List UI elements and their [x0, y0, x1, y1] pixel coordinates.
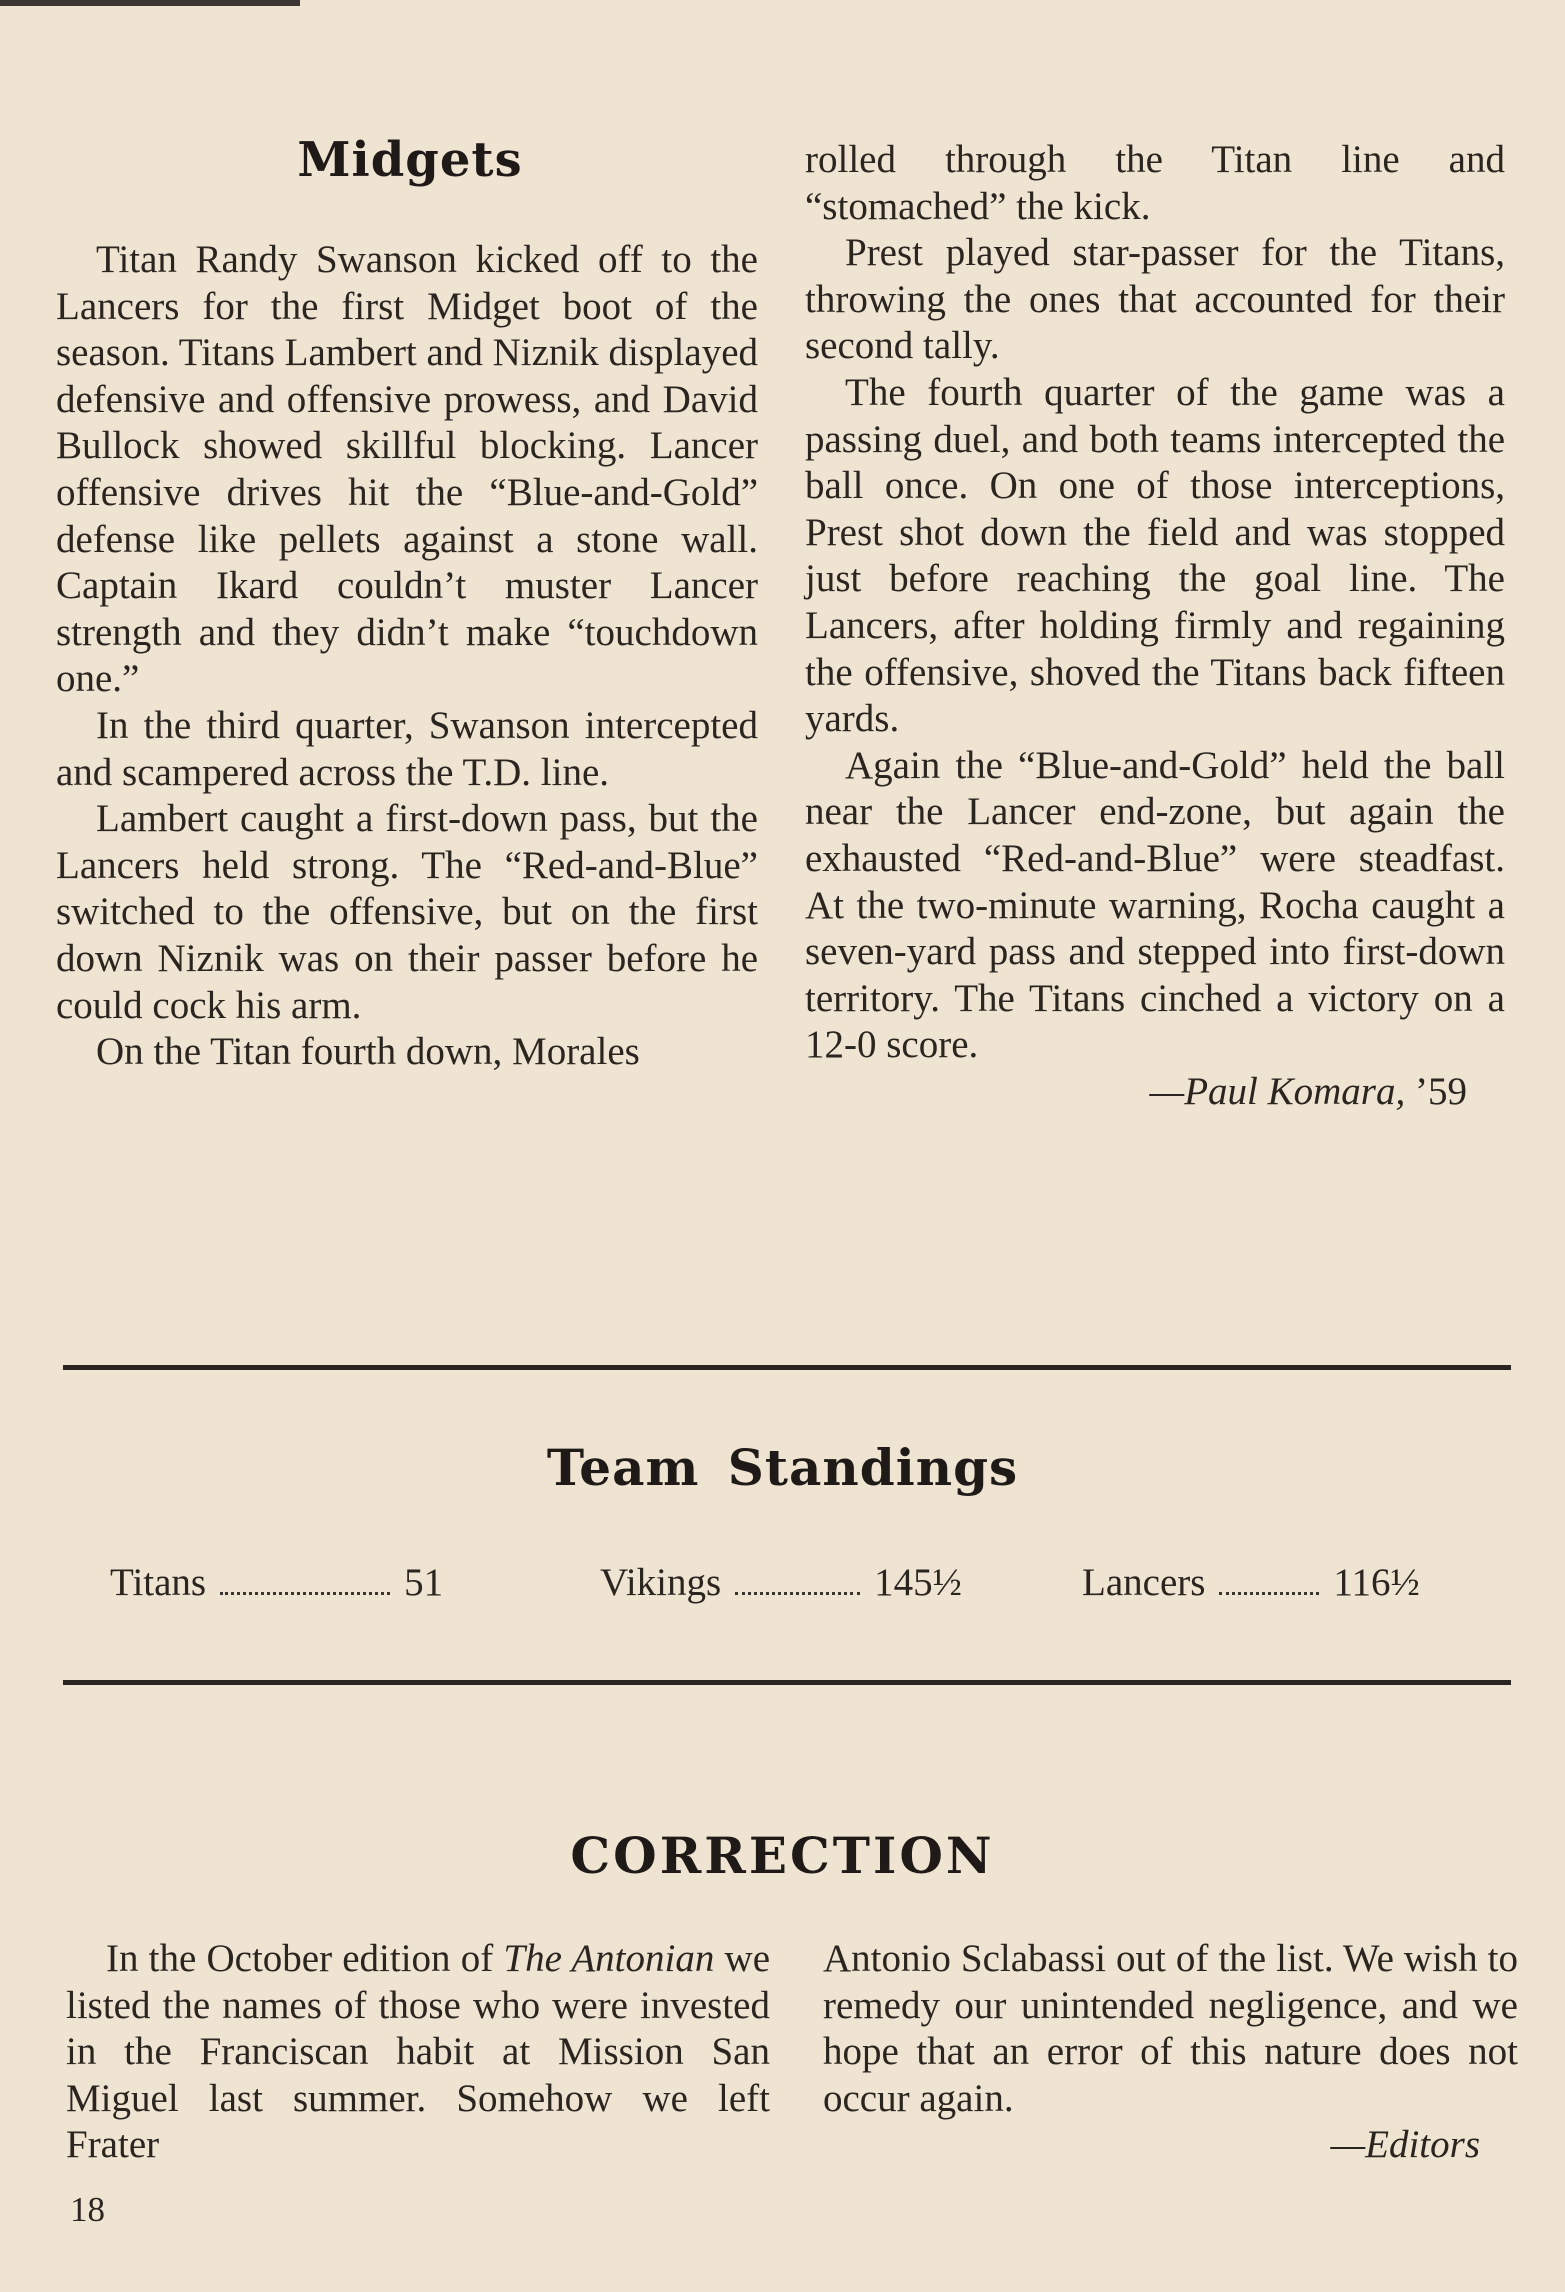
paragraph: In the third quarter, Swanson intercepted and scampered across the T.D. line.	[56, 703, 758, 794]
standings-heading: Team Standings	[546, 1438, 1019, 1497]
standing-lancers	[1082, 1560, 1420, 1605]
dot-leader	[1219, 1584, 1319, 1595]
author-signature	[805, 1069, 1505, 1116]
editors-signature: —Editors	[1330, 2123, 1480, 2167]
paragraph: Again the “Blue-and-Gold” held the ball near the Lancer end-zone, but again the exhausted “Red-and-Blue” were steadfast. At the two-minute warning, Rocha caught a seven-yard pass and stepped into first-down territory. The Titans cinched a victory on a 12-0 score.	[805, 743, 1505, 1067]
top-edge-bar	[0, 0, 300, 6]
paragraph: rolled through the Titan line and “stomached” the kick.	[805, 138, 1505, 228]
midgets-right-column	[805, 137, 1505, 1115]
team-score: 145½	[874, 1561, 962, 1604]
divider-rule	[63, 1365, 1511, 1370]
paragraph: Antonio Sclabassi out of the list. We wish to remedy our unintended negligence, and we hope that an error of this nature does not occur again.	[823, 1937, 1518, 2120]
midgets-left-column	[56, 237, 758, 1076]
paragraph: Titan Randy Swanson kicked off to the Lancers for the first Midget boot of the season. Titans Lambert and Niznik displayed defensive and offensive prowess, and David Bullock showed skillful blocking. Lancer offensive drives hit the “Blue-and-Gold” defense like pellets against a stone wall. Captain Ikard couldn’t muster Lancer strength and they didn’t make “touchdown one.”	[56, 238, 758, 701]
team-name: Vikings	[600, 1561, 722, 1604]
team-score: 51	[404, 1561, 444, 1604]
standing-vikings	[600, 1560, 962, 1605]
correction-heading: CORRECTION	[570, 1826, 995, 1885]
page-number: 18	[70, 2190, 105, 2229]
team-name: Lancers	[1082, 1561, 1206, 1604]
divider-rule	[63, 1680, 1511, 1685]
paragraph: Lambert caught a first-down pass, but the Lancers held strong. The “Red-and-Blue” switched to the offensive, but on the first down Niznik was on their passer before he could cock his arm.	[56, 797, 758, 1027]
text: we listed the names of those who were invested in the Franciscan habit at Mission San Miguel last summer. Somehow we left Frater	[66, 1937, 771, 2167]
correction-left-column	[66, 1936, 770, 2169]
dot-leader	[220, 1584, 390, 1595]
standings-row	[110, 1560, 1480, 1610]
team-name: Titans	[110, 1561, 207, 1604]
correction-right-column	[823, 1936, 1518, 2169]
midgets-heading: Midgets	[297, 132, 523, 188]
standing-titans	[110, 1560, 443, 1605]
paragraph: The fourth quarter of the game was a passing duel, and both teams intercepted the ball once. On one of those interceptions, Prest shot down the field and was stopped just before reaching the goal line. The Lancers, after holding firmly and regaining the offensive, shoved the Titans back fifteen yards.	[805, 370, 1505, 741]
publication-title: The Antonian	[503, 1937, 715, 1980]
dot-leader	[735, 1584, 860, 1595]
paragraph: Prest played star-passer for the Titans, throwing the ones that accounted for their second tally.	[805, 231, 1505, 368]
signature-name: —Paul Komara,	[1149, 1069, 1406, 1113]
paragraph: On the Titan fourth down, Morales	[96, 1030, 640, 1074]
text: In the October edition of	[106, 1937, 504, 1980]
paragraph	[66, 1936, 770, 2169]
team-score: 116½	[1333, 1561, 1420, 1604]
signature-year: ’59	[1415, 1069, 1467, 1113]
